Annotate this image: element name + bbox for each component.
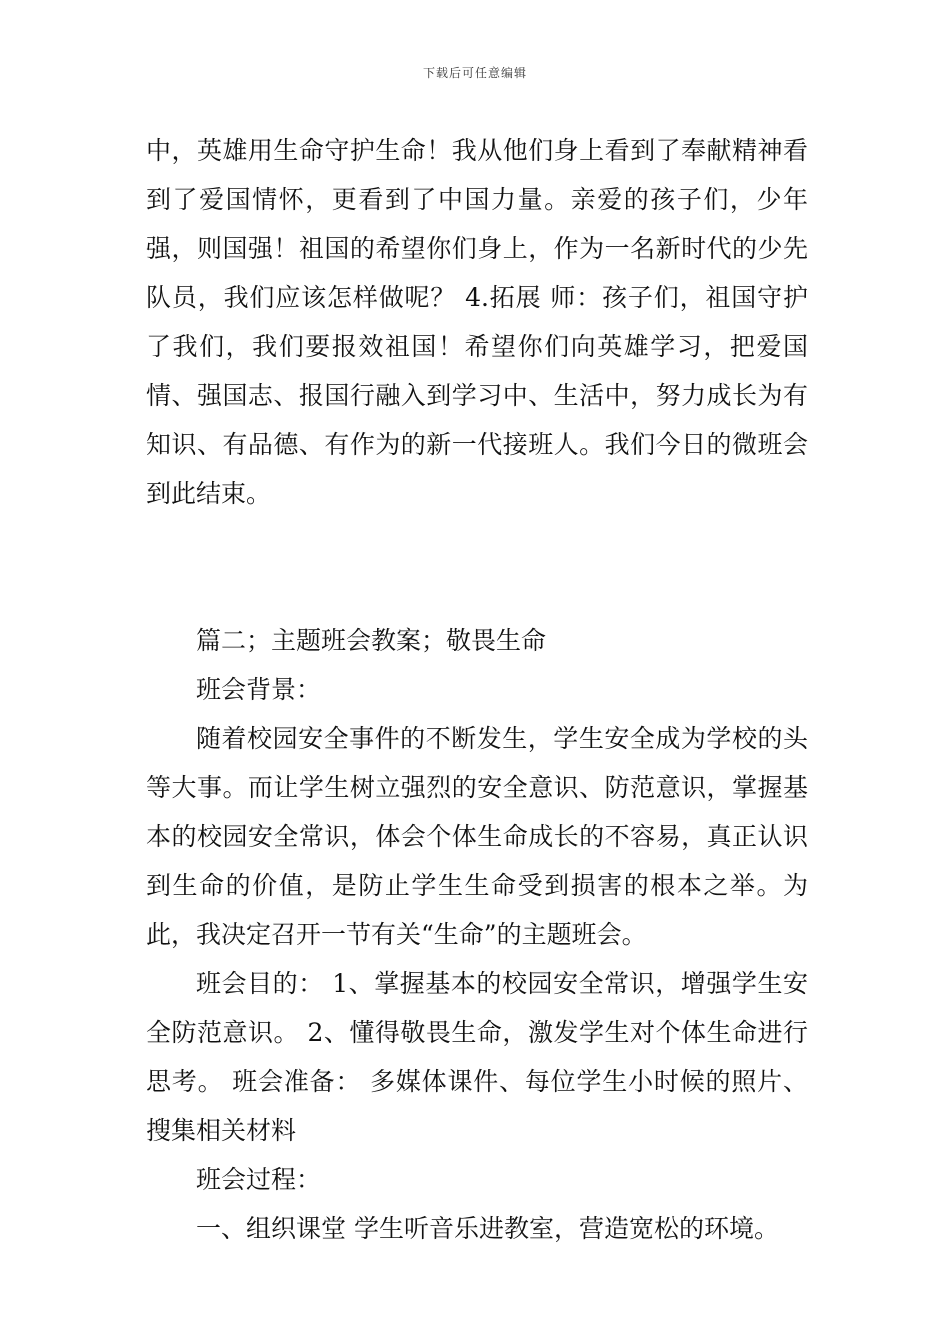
paragraph-gap: [146, 567, 808, 616]
paragraph-process-label: 班会过程：: [196, 1165, 322, 1194]
document-body: [146, 126, 808, 1253]
paragraph-continuation: 中，英雄用生命守护生命！我从他们身上看到了奉献精神看到了爱国情怀，更看到了中国力量。亲爱的孩子们，少年强，则国强！祖国的希望你们身上，作为一名新时代的少先队员，我们应该怎样做呢？ 4.拓展 师：孩子们，祖国守护了我们，我们要报效祖国！希望你们向英雄学习，把爱国情、强国志、报国行融入到学习中、生活中，努力成长为有知识、有品德、有作为的新一代接班人。我们今日的微班会到此结束。: [146, 136, 808, 508]
paragraph-process-step: 一、组织课堂 学生听音乐进教室，营造宽松的环境。: [196, 1214, 779, 1243]
page-header: 下载后可任意编辑: [422, 66, 527, 80]
paragraph-gap: [146, 518, 808, 567]
paragraph-background-label: 班会背景：: [196, 675, 322, 704]
paragraph-purpose: 班会目的： 1、掌握基本的校园安全常识，增强学生安全防范意识。 2、懂得敬畏生命，激发学生对个体生命进行思考。 班会准备： 多媒体课件、每位学生小时候的照片、搜集相关材料: [146, 969, 808, 1145]
paragraph-background: 随着校园安全事件的不断发生，学生安全成为学校的头等大事。而让学生树立强烈的安全意识、防范意识，掌握基本的校园安全常识，体会个体生命成长的不容易，真正认识到生命的价值，是防止学生生命受到损害的根本之举。为此，我决定召开一节有关“生命”的主题班会。: [146, 724, 808, 949]
section-heading: 篇二；主题班会教案；敬畏生命: [196, 626, 547, 655]
